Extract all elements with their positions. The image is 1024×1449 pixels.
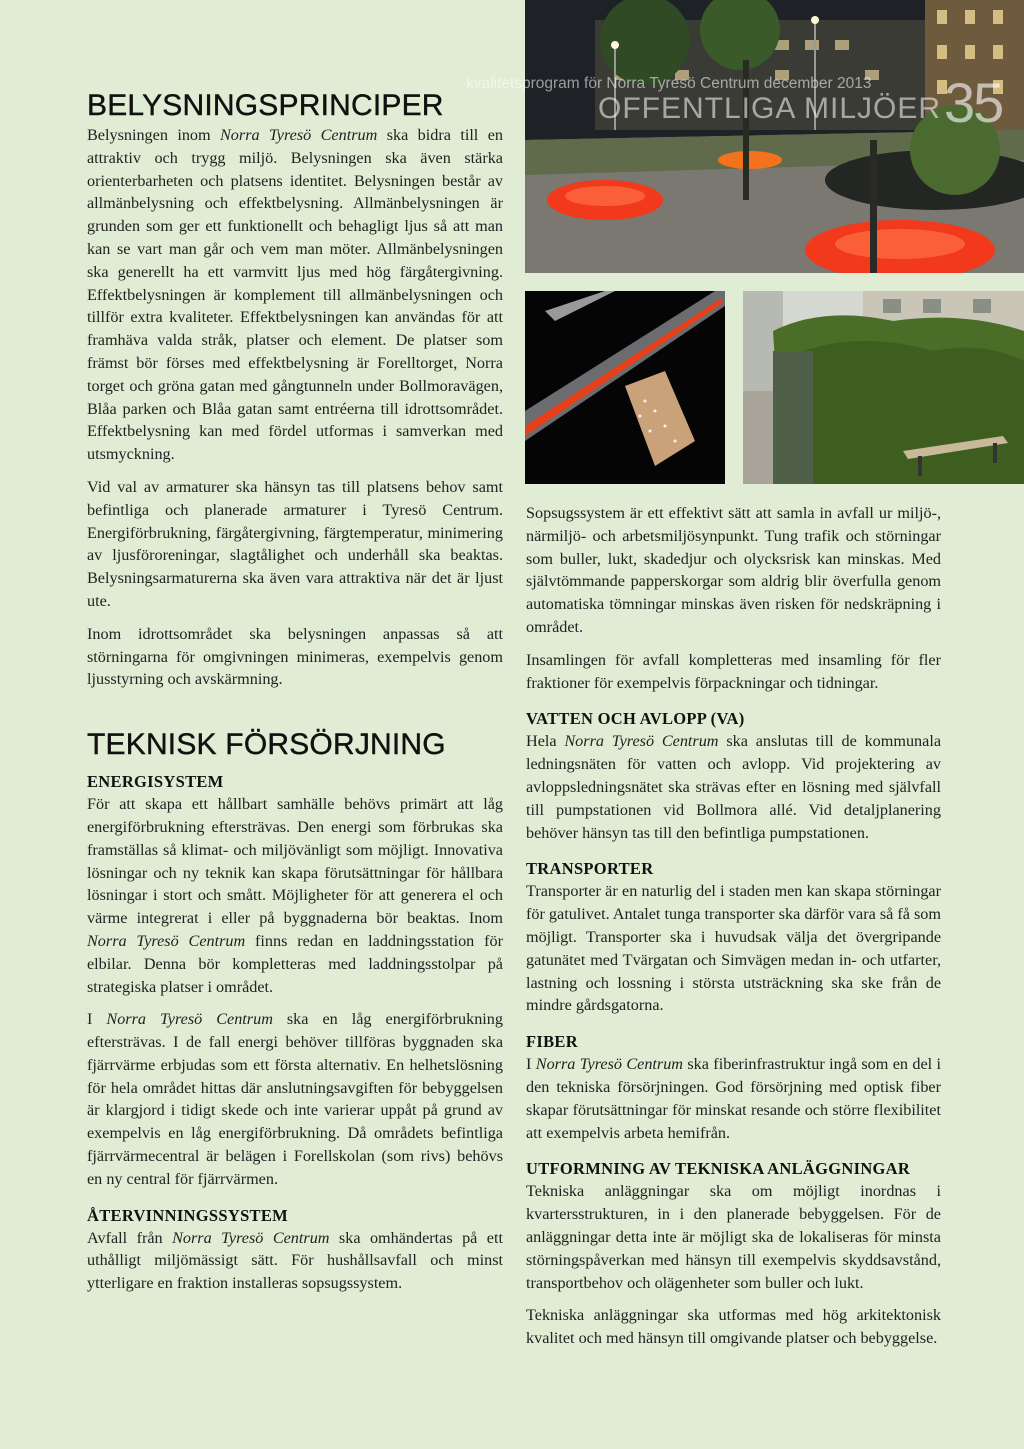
- atervinning-heading: ÅTERVINNINGSSYSTEM: [87, 1205, 289, 1225]
- tunnel-night-photo: [525, 291, 725, 484]
- belysning-paragraph-2: Vid val av armaturer ska hänsyn tas till platsens behov samt befintliga och planerade armaturer i Tyresö Centrum. Energiförbrukning, färgåtergivning, färgtemperatur, minimering av ljusföroreningar, slagtålighet och underhåll ska beaktas. Belysningsarmaturerna ska även vara attraktiva när det är ljust ute.: [87, 477, 503, 610]
- va-paragraph-1: Hela Norra Tyresö Centrum ska anslutas till de kommunala ledningsnäten för vatten och avlopp. Vid projektering av avloppsledningsnätet ska strävas efter en lösning med självfall till pumpstationen vid Bollmora allé. Vid detaljplanering behöver hänsyn tas till den befintliga pumpstationen.: [526, 732, 941, 842]
- hedge-enclosure-photo: [743, 291, 1024, 484]
- va-heading: VATTEN OCH AVLOPP (VA): [526, 709, 745, 729]
- belysning-heading: BELYSNINGSPRINCIPER: [87, 89, 444, 122]
- transport-paragraph-1: Transporter är en naturlig del i staden men kan skapa störningar för gatulivet. Antalet tunga transporter ska därför vara så få som möjligt. Transporter ska i huvudsak välja det övergripande gatunätet med Tvärgatan och Simvägen medan in- och utfarter, lastning och lossning i största utsträckning ska ske från de mindre gårdsgatorna.: [526, 882, 941, 1015]
- fiber-heading: FIBER: [526, 1032, 578, 1052]
- left-column: [87, 88, 503, 1295]
- right-column: [526, 502, 941, 1350]
- atervinning-paragraph-1: Avfall från Norra Tyresö Centrum ska omhändertas på ett uthålligt miljömässigt sätt. För hushållsavfall och minst ytterligare en fraktion installeras sopsugssystem.: [87, 1228, 503, 1293]
- running-title: kvalitetsprogram för Norra Tyresö Centrum december 2013: [466, 75, 872, 92]
- energi-paragraph-1: För att skapa ett hållbart samhälle behövs primärt att låg energiförbrukning eftersträvas. Den energi som förbrukas ska framställas så klimat- och miljövänligt som möjligt. Innovativa lösningar och ny teknik kan skapa förutsättningar för hållbara lösningar i stort och smått. Möjligheter för att generera el och värme integrerat i eller på byggnaderna bör beaktas. Inom Norra Tyresö Centrum finns redan en laddningsstation för elbilar. Denna bör kompletteras med laddningsstolpar på strategiska platser i området.: [87, 795, 503, 996]
- utformning-heading: UTFORMNING AV TEKNISKA ANLÄGGNINGAR: [526, 1159, 911, 1179]
- belysning-paragraph-1: Belysningen inom Norra Tyresö Centrum ska bidra till en attraktiv och trygg miljö. Belysningen ska även stärka orienterbarheten och platsens identitet. Belysningen består av allmänbelysning och effektbelysning. Allmänbelysningen är grunden som ger ett funktionellt och behagligt ljus så att man kan se vart man går och vem man möter. Allmänbelysningen ska generellt ha ett varmvitt ljus med hög färgåtergivning. Effektbelysningen är komplement till allmänbelysningen och tillför extra kvaliteter. Effektbelysningen kan användas för att framhäva valda stråk, platser och element. De platser som främst bör förses med effektbelysning är Forelltorget, Norra torget och gröna gatan med gångtunneln under Bollmoravägen, Blåa parken och Blåa gatan samt entréerna till idrottsområdet. Effektbelysning kan med fördel utformas i samverkan med utsmyckning.: [87, 126, 503, 464]
- transport-heading: TRANSPORTER: [526, 859, 654, 879]
- plaza-night-photo: [525, 0, 1024, 273]
- section-title: OFFENTLIGA MILJÖER: [598, 92, 942, 125]
- fiber-paragraph-1: I Norra Tyresö Centrum ska fiberinfrastruktur ingå som en del i den tekniska försörjningen. God försörjning med optisk fiber skapar förutsättningar för minskat resande och större flexibilitet att exempelvis arbeta hemifrån.: [526, 1055, 941, 1142]
- page-number: 35: [944, 71, 1003, 134]
- utformning-paragraph-1: Tekniska anläggningar ska om möjligt inordnas i kvartersstrukturen, in i den planerade bebyggelsen. För de anläggningar detta inte är möjligt ska de lokaliseras för minsta störningspåverkan med hänsyn till exempelvis skyddsavstånd, transportbehov och olägenheter som buller och lukt.: [526, 1182, 941, 1292]
- sopsug-paragraph-1: Sopsugssystem är ett effektivt sätt att samla in avfall ur miljö-, närmiljö- och arbetsmiljösynpunkt. Tung trafik och störningar som buller, lukt, skadedjur och olycksrisk kan minskas. Med självtömmande papperskorgar som aldrig blir överfulla genom automatiska tömningar minskas även risken för nedskräpning i området.: [526, 504, 941, 636]
- teknisk-heading: TEKNISK FÖRSÖRJNING: [87, 728, 446, 762]
- energi-heading: ENERGISYSTEM: [87, 772, 224, 792]
- utformning-paragraph-2: Tekniska anläggningar ska utformas med hög arkitektonisk kvalitet och med hänsyn till omgivande platser och bebyggelse.: [526, 1306, 941, 1348]
- tunnel-illustration: [525, 291, 725, 484]
- energi-paragraph-2: I Norra Tyresö Centrum ska en låg energiförbrukning eftersträvas. I de fall energi behöver tillföras byggnaden ska fjärrvärme erbjudas som ett första alternativ. En helhetslösning för hela området hittas där anslutningsavgiften för bebyggelsen är klargjord i tidigt skede och inte varierar uppåt på grund av exempelvis en låg energiförbrukning. Då områdets befintliga fjärrvärmecentral är belägen i Forellskolan (som rivs) behövs en ny central för fjärrvärmen.: [87, 1010, 503, 1188]
- sopsug-paragraph-2: Insamlingen för avfall kompletteras med insamling för fler fraktioner för exempelvis förpackningar och tidningar.: [526, 650, 941, 692]
- plaza-night-illustration: [525, 0, 1024, 273]
- hedge-illustration: [743, 291, 1024, 484]
- belysning-paragraph-3: Inom idrottsområdet ska belysningen anpassas så att störningarna för omgivningen minimeras, exempelvis genom ljusstyrning och avskärmning.: [87, 624, 503, 689]
